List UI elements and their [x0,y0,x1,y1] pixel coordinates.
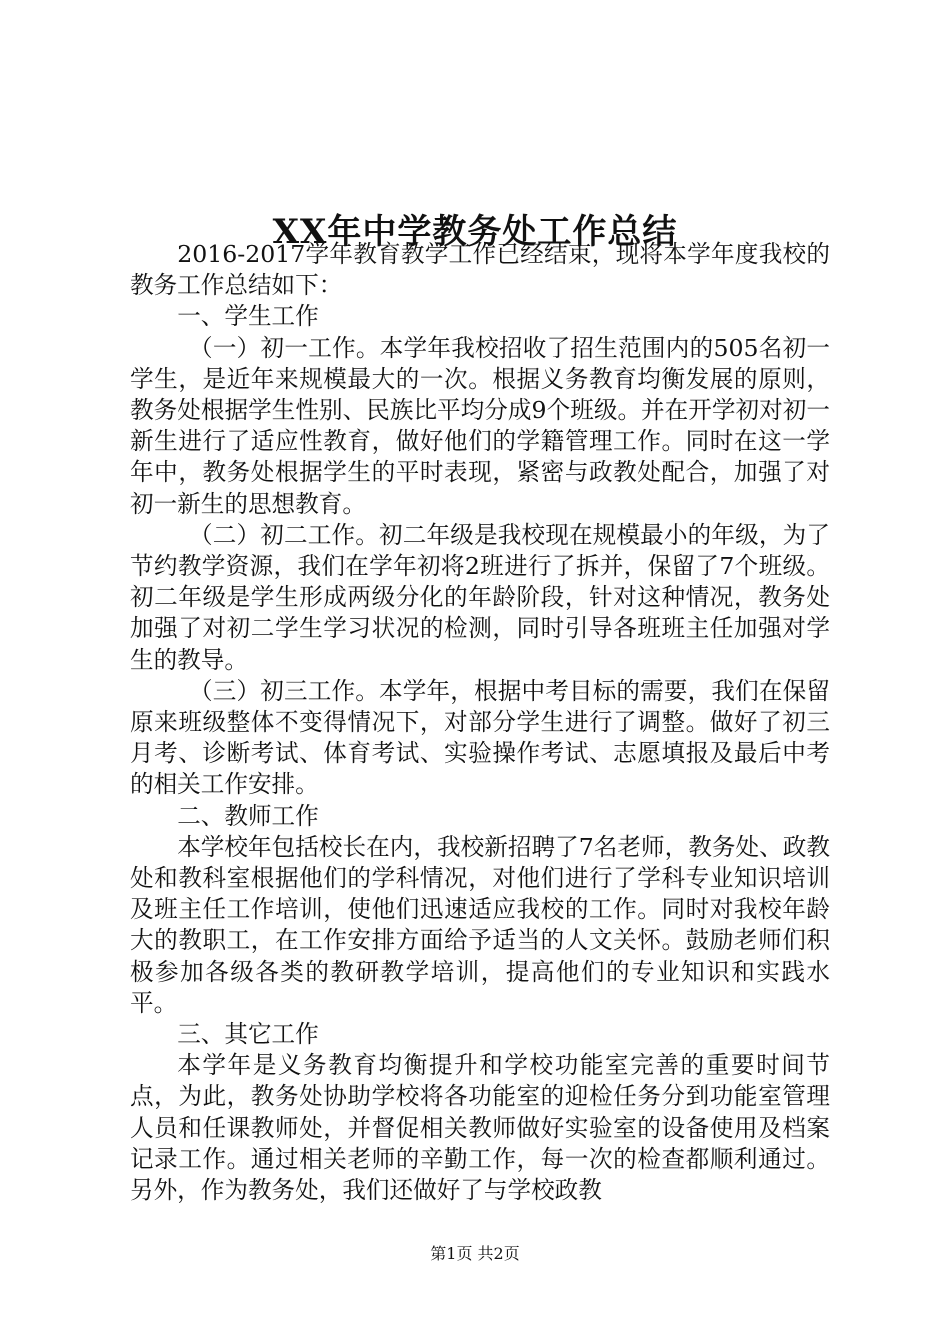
paragraph: 二、教师工作 [177,801,319,830]
paragraph: 三、其它工作 [177,1020,319,1049]
document-body [130,239,830,1206]
paragraph: 2016-2017学年教育教学工作已经结束，现将本学年度我校的教务工作总结如下： [130,240,830,300]
paragraph: 一、学生工作 [177,302,319,331]
paragraph: （三）初三工作。本学年，根据中考目标的需要，我们在保留原来班级整体不变得情况下，对部分学生进行了调整。做好了初三月考、诊断考试、体育考试、实验操作考试、志愿填报及最后中考的相关工作安排。 [130,676,830,799]
paragraph: （二）初二工作。初二年级是我校现在规模最小的年级，为了节约教学资源，我们在学年初将2班进行了拆并，保留了7个班级。初二年级是学生形成两级分化的年龄阶段，针对这种情况，教务处加强了对初二学生学习状况的检测，同时引导各班班主任加强对学生的教导。 [130,520,830,674]
paragraph: 本学年是义务教育均衡提升和学校功能室完善的重要时间节点，为此，教务处协助学校将各功能室的迎检任务分到功能室管理人员和任课教师处，并督促相关教师做好实验室的设备使用及档案记录工作。通过相关老师的辛勤工作，每一次的检查都顺利通过。另外，作为教务处，我们还做好了与学校政教 [130,1051,830,1205]
page-footer: 第1页 共2页 [430,1244,520,1263]
paragraph: 本学校年包括校长在内，我校新招聘了7名老师，教务处、政教处和教科室根据他们的学科情况，对他们进行了学科专业知识培训及班主任工作培训，使他们迅速适应我校的工作。同时对我校年龄大的教职工，在工作安排方面给予适当的人文关怀。鼓励老师们积极参加各级各类的教研教学培训，提高他们的专业知识和实践水平。 [130,832,830,1017]
document-title: XX年中学教务处工作总结 [272,211,678,252]
paragraph: （一）初一工作。本学年我校招收了招生范围内的505名初一学生，是近年来规模最大的一次。根据义务教育均衡发展的原则，教务处根据学生性别、民族比平均分成9个班级。并在开学初对初一新生进行了适应性教育，做好他们的学籍管理工作。同时在这一学年中，教务处根据学生的平时表现，紧密与政教处配合，加强了对初一新生的思想教育。 [130,333,830,518]
